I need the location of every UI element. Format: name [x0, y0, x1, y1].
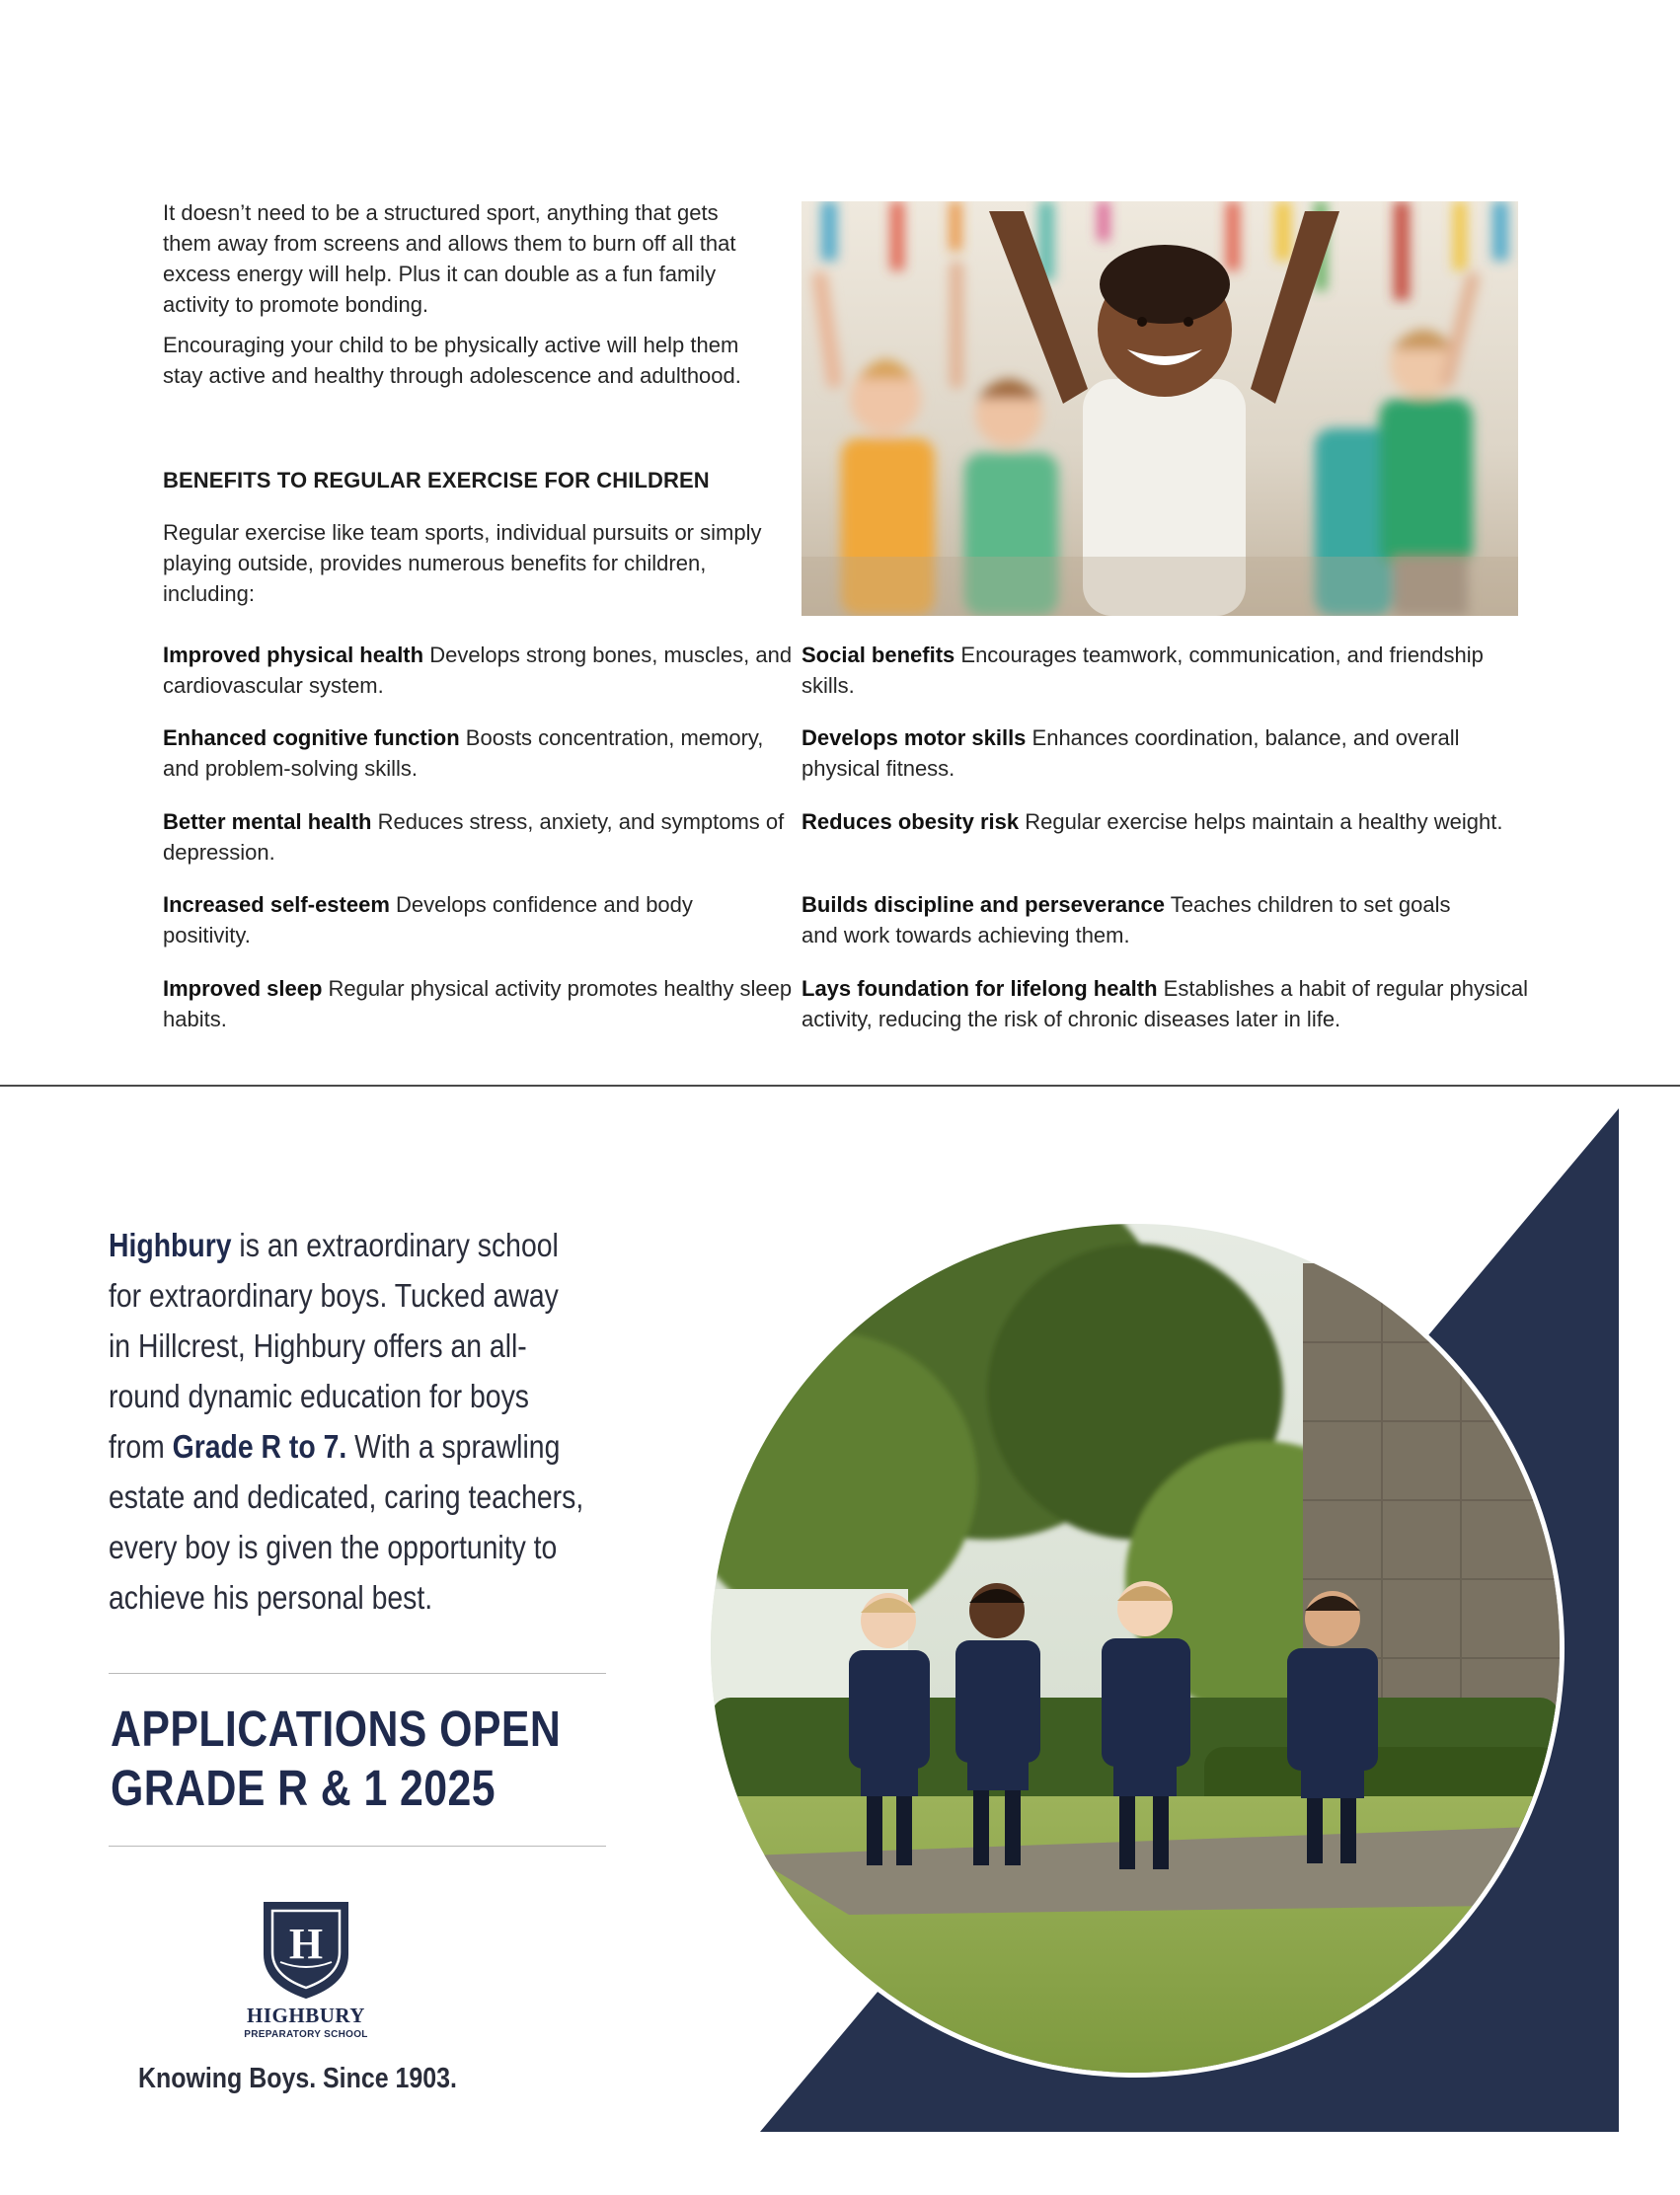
benefit-title: Improved physical health [163, 643, 424, 667]
benefit-title: Increased self-esteem [163, 892, 390, 917]
crest-letter: H [288, 1920, 324, 1968]
benefit-title: Better mental health [163, 809, 372, 834]
benefit-text: Establishes a habit of regular physical activity, reducing the risk of chronic diseases later in life. [802, 976, 1528, 1031]
ad-copy-grades: Grade R to 7. [172, 1428, 347, 1465]
benefit-text: Develops confidence and body positivity. [163, 892, 693, 947]
school-crest-icon [259, 1897, 353, 2002]
applications-headline [111, 1700, 642, 1818]
rule-top [109, 1673, 606, 1674]
applications-line-1: APPLICATIONS OPEN [111, 1701, 562, 1757]
benefit-title: Enhanced cognitive function [163, 725, 460, 750]
benefit-text: Develops strong bones, muscles, and cardiovascular system. [163, 643, 793, 698]
benefit-title: Develops motor skills [802, 725, 1027, 750]
schoolboys-photo-illustration [711, 1224, 1560, 2073]
ad-copy-text-2: With a sprawling estate and dedicated, caring teachers, every boy is given the opportunity to achieve his personal best. [109, 1428, 584, 1616]
benefit-text: Teaches children to set goals and work towards achieving them. [802, 892, 1451, 947]
benefit-text: Enhances coordination, balance, and overall physical fitness. [802, 725, 1460, 781]
benefits-heading: BENEFITS TO REGULAR EXERCISE FOR CHILDREN [163, 468, 710, 492]
benefits-intro-text: Regular exercise like team sports, individual pursuits or simply playing outside, provides numerous benefits for children, including: [163, 520, 762, 606]
applications-line-2: GRADE R & 1 2025 [111, 1760, 496, 1816]
benefit-title: Improved sleep [163, 976, 323, 1001]
benefit-text: Encourages teamwork, communication, and friendship skills. [802, 643, 1484, 698]
benefit-text: Reduces stress, anxiety, and symptoms of depression. [163, 809, 785, 865]
intro-paragraph-1: It doesn’t need to be a structured sport, anything that gets them away from screens and allows them to burn off all that excess energy will help. Plus it can double as a fun family activity to promote bonding. [163, 200, 736, 317]
schoolboys-photo [711, 1224, 1560, 2073]
benefit-text: Regular physical activity promotes healthy sleep habits. [163, 976, 793, 1031]
school-tagline: Knowing Boys. Since 1903. [138, 2063, 457, 2094]
benefit-title: Lays foundation for lifelong health [802, 976, 1158, 1001]
ad-description [109, 1220, 584, 1623]
benefit-title: Reduces obesity risk [802, 809, 1020, 834]
school-subtitle: PREPARATORY SCHOOL [244, 2029, 368, 2040]
ad-copy-school: Highbury [109, 1227, 232, 1263]
ad-copy-text-1: is an extraordinary school for extraordinary boys. Tucked away in Hillcrest, Highbury offers an all-round dynamic education for boys from [109, 1227, 559, 1465]
benefit-text: Regular exercise helps maintain a healthy weight. [1019, 809, 1503, 834]
benefit-title: Social benefits [802, 643, 955, 667]
intro-paragraph-2: Encouraging your child to be physically active will help them stay active and healthy through adolescence and adulthood. [163, 333, 741, 388]
school-name: HIGHBURY [247, 2004, 365, 2027]
benefit-title: Builds discipline and perseverance [802, 892, 1166, 917]
benefit-text: Boosts concentration, memory, and problem-solving skills. [163, 725, 764, 781]
rule-bottom [109, 1846, 606, 1847]
